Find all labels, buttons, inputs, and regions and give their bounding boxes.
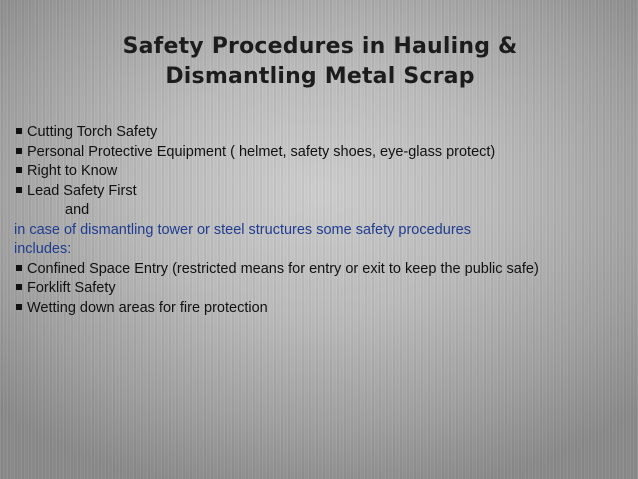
note-line-1: in case of dismantling tower or steel structures some safety procedures (14, 221, 471, 238)
square-bullet-icon (16, 187, 22, 193)
bullet-item-wetting-down (14, 299, 634, 319)
slide-body (14, 123, 634, 318)
bullet-text: Personal Protective Equipment ( helmet, safety shoes, eye-glass protect) (27, 143, 496, 160)
connector-text: and (65, 202, 90, 218)
bullet-item-right-to-know (14, 162, 634, 182)
square-bullet-icon (16, 148, 22, 154)
title-line-2: Dismantling Metal Scrap (165, 64, 475, 89)
bullet-item-lead-safety (14, 182, 634, 202)
bullet-text: Lead Safety First (27, 182, 137, 199)
slide-title (70, 32, 570, 92)
square-bullet-icon (16, 304, 22, 310)
bullet-item-confined-space (14, 260, 634, 280)
bullet-item-ppe (14, 143, 634, 163)
square-bullet-icon (16, 265, 22, 271)
bullet-item-cutting-torch (14, 123, 634, 143)
bullet-text: Forklift Safety (27, 280, 116, 296)
bullet-item-forklift (14, 279, 634, 299)
bullet-text: Right to Know (27, 163, 118, 179)
bullet-text: Wetting down areas for fire protection (27, 299, 268, 316)
square-bullet-icon (16, 167, 22, 173)
square-bullet-icon (16, 128, 22, 134)
square-bullet-icon (16, 284, 22, 290)
title-line-1: Safety Procedures in Hauling & (122, 34, 518, 59)
bullet-text: Cutting Torch Safety (27, 124, 158, 140)
note-line-2: includes: (14, 241, 72, 257)
bullet-text: Confined Space Entry (restricted means for entry or exit to keep the public safe) (27, 260, 539, 277)
